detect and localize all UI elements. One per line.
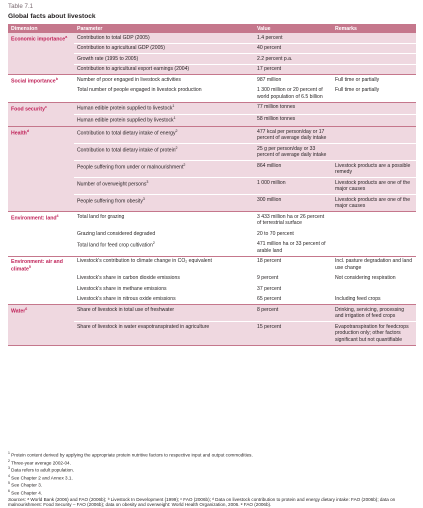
- parameter-cell: [74, 33, 254, 43]
- parameter-text: People suffering from obesity: [77, 198, 143, 204]
- parameter-cell: [74, 322, 254, 345]
- parameter-cell: [74, 178, 254, 194]
- section-row-group: [8, 33, 416, 74]
- parameter-cell: [74, 295, 254, 305]
- value-cell: 65 percent: [254, 295, 332, 305]
- table-row: [74, 43, 416, 54]
- parameter-note-marker: 2: [176, 146, 178, 150]
- remarks-cell: Livestock products are one of the major causes: [332, 178, 416, 194]
- parameter-note-marker: 3: [146, 180, 148, 184]
- table-row: [74, 321, 416, 345]
- dimension-note-marker: a: [65, 35, 67, 39]
- remarks-cell: [332, 212, 416, 228]
- footnote: [8, 451, 416, 459]
- parameter-cell: [74, 229, 254, 239]
- value-cell: 25 g per person/day or 33 percent of average daily intake: [254, 144, 332, 160]
- parameter-cell: [74, 195, 254, 211]
- section-row-group: [8, 305, 416, 345]
- section-divider: [8, 345, 416, 346]
- dimension-note-marker: 5: [29, 265, 31, 269]
- remarks-cell: Including feed crops: [332, 295, 416, 305]
- parameter-cell: [74, 284, 254, 294]
- parameter-text: Total number of people engaged in livestock production: [77, 87, 202, 93]
- parameter-text: Human edible protein supplied by livestock: [77, 118, 174, 124]
- parameter-cell: [74, 305, 254, 321]
- value-cell: 18 percent: [254, 257, 332, 273]
- dimension-label: Economic importance: [11, 37, 65, 43]
- parameter-text: Grazing land considered degraded: [77, 231, 155, 237]
- dimension-cell: [8, 127, 74, 211]
- value-cell: 300 million: [254, 195, 332, 211]
- parameter-text: Contribution to total GDP (2005): [77, 35, 150, 41]
- parameter-text: Share of livestock in water evapotranspirated in agriculture: [77, 324, 209, 330]
- value-cell: 471 million ha or 33 percent of arable land: [254, 240, 332, 256]
- remarks-cell: [332, 65, 416, 75]
- dimension-cell: [8, 212, 74, 256]
- parameter-cell: [74, 75, 254, 85]
- footnote-number: 2: [8, 459, 10, 463]
- dimension-note-marker: d: [27, 129, 29, 133]
- parameter-cell: [74, 240, 254, 256]
- dimension-cell: [8, 103, 74, 126]
- livestock-facts-table: [8, 24, 416, 346]
- table-row: [74, 143, 416, 160]
- section-row-group: [8, 103, 416, 126]
- value-cell: 77 million tonnes: [254, 103, 332, 114]
- table-row: [74, 114, 416, 126]
- value-cell: 1 000 million: [254, 178, 332, 194]
- parameter-text: Livestock's share in nitrous oxide emissions: [77, 296, 176, 302]
- parameter-cell: [74, 257, 254, 273]
- parameter-text: Share of livestock in total use of freshwater: [77, 307, 174, 313]
- remarks-cell: [332, 54, 416, 64]
- value-cell: 1 300 million or 20 percent of world population of 6.5 billion: [254, 86, 332, 102]
- table-row: [74, 103, 416, 114]
- parameter-rows: [74, 103, 416, 126]
- value-cell: 987 million: [254, 75, 332, 85]
- parameter-text: Livestock's contribution to climate change in CO₂ equivalent: [77, 258, 212, 264]
- footnote: [8, 481, 416, 489]
- footnote-text: Three-year average 2002-04.: [11, 460, 71, 465]
- section-row-group: [8, 257, 416, 305]
- dimension-note-marker: 4: [57, 214, 59, 218]
- parameter-text: Human edible protein supplied to livestock: [77, 106, 172, 112]
- section-row-group: [8, 75, 416, 102]
- parameter-text: Number of poor engaged in livestock activities: [77, 77, 181, 83]
- footnote: [8, 459, 416, 467]
- parameter-text: Contribution to total dietary intake of protein: [77, 147, 176, 153]
- header-dimension: Dimension: [8, 26, 74, 32]
- parameter-cell: [74, 161, 254, 177]
- footnote: [8, 474, 416, 482]
- parameter-cell: [74, 54, 254, 64]
- table-row: [74, 127, 416, 143]
- parameter-cell: [74, 212, 254, 228]
- footnote: [8, 466, 416, 474]
- parameter-cell: [74, 86, 254, 102]
- header-parameter: Parameter: [74, 26, 254, 32]
- parameter-note-marker: 1: [174, 116, 176, 120]
- dimension-cell: [8, 33, 74, 74]
- table-row: [74, 257, 416, 273]
- table-row: [74, 75, 416, 85]
- table-notes: [8, 451, 416, 508]
- table-row: [74, 294, 416, 305]
- parameter-cell: [74, 274, 254, 284]
- table-row: [74, 212, 416, 228]
- remarks-cell: [332, 115, 416, 126]
- remarks-cell: [332, 103, 416, 114]
- dimension-cell: [8, 257, 74, 305]
- table-row: [74, 160, 416, 177]
- table-row: [74, 33, 416, 43]
- parameter-text: Number of overweight persons: [77, 181, 146, 187]
- dimension-cell: [8, 305, 74, 345]
- remarks-cell: [332, 229, 416, 239]
- remarks-cell: [332, 144, 416, 160]
- remarks-cell: [332, 240, 416, 256]
- section-row-group: [8, 127, 416, 211]
- value-cell: 40 percent: [254, 44, 332, 54]
- footnote-list: [8, 451, 416, 496]
- table-row: [74, 64, 416, 75]
- parameter-rows: [74, 257, 416, 305]
- parameter-rows: [74, 305, 416, 345]
- parameter-text: Contribution to total dietary intake of energy: [77, 130, 176, 136]
- parameter-text: Contribution to agricultural GDP (2005): [77, 45, 165, 51]
- parameter-cell: [74, 127, 254, 143]
- dimension-label: Environment: land: [11, 216, 57, 222]
- parameter-cell: [74, 44, 254, 54]
- remarks-cell: [332, 127, 416, 143]
- dimension-note-marker: b: [56, 77, 58, 81]
- footnote-number: 3: [8, 466, 10, 470]
- value-cell: 3 433 million ha or 26 percent of terrestrial surface: [254, 212, 332, 228]
- value-cell: 20 to 70 percent: [254, 229, 332, 239]
- table-number: Table 7.1: [8, 3, 33, 10]
- sources-text: ᵃ World Bank (2006) and FAO (2006b); ᵇ Livestock In Development (1999); ᶜ FAO (2006b); ᵈ Data on livestock contribution to protein and energy dietary intake: FAO (2006b); data on malnourishment: Food Security – FAO (2006b); data on obesity and overweight: World Health Organization, 2006. ᵉ FAO (2006b).: [8, 497, 395, 508]
- remarks-cell: [332, 284, 416, 294]
- footnote-number: 1: [8, 451, 10, 455]
- footnote-text: See Chapter 4.: [11, 490, 42, 495]
- value-cell: 477 kcal per person/day or 17 percent of average daily intake: [254, 127, 332, 143]
- header-value: Value: [254, 26, 332, 32]
- dimension-label: Water: [11, 309, 25, 315]
- value-cell: 9 percent: [254, 274, 332, 284]
- table-title: Global facts about livestock: [8, 13, 96, 20]
- parameter-cell: [74, 115, 254, 126]
- parameter-text: Growth rate (1995 to 2005): [77, 56, 138, 62]
- parameter-text: Total land for feed crop cultivation: [77, 243, 153, 249]
- parameter-rows: [74, 127, 416, 211]
- parameter-text: Total land for grazing: [77, 214, 124, 220]
- footnote: [8, 489, 416, 497]
- parameter-rows: [74, 33, 416, 74]
- footnote-text: See Chapter 2 and Annex 3.1.: [11, 475, 73, 480]
- footnote-number: 6: [8, 489, 10, 493]
- table-row: [74, 273, 416, 284]
- table-row: [74, 283, 416, 294]
- value-cell: 58 million tonnes: [254, 115, 332, 126]
- parameter-note-marker: 2: [183, 163, 185, 167]
- table-row: [74, 228, 416, 239]
- sources-line: [8, 497, 416, 508]
- table-row: [74, 85, 416, 102]
- dimension-label: Food security: [11, 106, 45, 112]
- parameter-cell: [74, 103, 254, 114]
- value-cell: 2.2 percent p.a.: [254, 54, 332, 64]
- dimension-label: Health: [11, 131, 27, 137]
- parameter-text: Livestock's share in methane emissions: [77, 286, 167, 292]
- section-row-group: [8, 212, 416, 256]
- table-row: [74, 194, 416, 211]
- remarks-cell: Not considering respiration: [332, 274, 416, 284]
- footnote-text: See Chapter 3.: [11, 483, 42, 488]
- dimension-note-marker: c: [45, 105, 47, 109]
- parameter-note-marker: 2: [153, 241, 155, 245]
- parameter-text: People suffering from under or malnourishment: [77, 164, 183, 170]
- parameter-note-marker: 2: [176, 129, 178, 133]
- parameter-note-marker: 3: [143, 197, 145, 201]
- dimension-label: Social importance: [11, 79, 56, 85]
- value-cell: 1.4 percent: [254, 33, 332, 43]
- dimension-note-marker: 6: [25, 307, 27, 311]
- table-body: [8, 33, 416, 346]
- table-row: [74, 239, 416, 256]
- sources-label: Sources:: [8, 497, 26, 502]
- remarks-cell: Full time or partially: [332, 86, 416, 102]
- parameter-cell: [74, 144, 254, 160]
- remarks-cell: Drinking, servicing, processing and irrigation of feed crops: [332, 305, 416, 321]
- header-remarks: Remarks: [332, 26, 416, 32]
- table-header: [8, 24, 416, 33]
- table-row: [74, 305, 416, 321]
- parameter-note-marker: 1: [172, 104, 174, 108]
- value-cell: 8 percent: [254, 305, 332, 321]
- value-cell: 15 percent: [254, 322, 332, 345]
- parameter-cell: [74, 65, 254, 75]
- parameter-rows: [74, 75, 416, 102]
- remarks-cell: Full time or partially: [332, 75, 416, 85]
- parameter-rows: [74, 212, 416, 256]
- value-cell: 17 percent: [254, 65, 332, 75]
- remarks-cell: Evapotranspiration for feedcrops production only; other factors significant but not quantifiable: [332, 322, 416, 345]
- table-row: [74, 177, 416, 194]
- parameter-text: Livestock's share in carbon dioxide emissions: [77, 275, 180, 281]
- remarks-cell: Incl. pasture degradation and land use change: [332, 257, 416, 273]
- table-row: [74, 53, 416, 64]
- footnote-text: Data refers to adult population.: [11, 468, 74, 473]
- dimension-cell: [8, 75, 74, 102]
- value-cell: 37 percent: [254, 284, 332, 294]
- footnote-number: 5: [8, 481, 10, 485]
- footnote-text: Protein content derived by applying the appropriate protein nutritive factors to respective input and output commodities.: [11, 453, 253, 458]
- remarks-cell: [332, 33, 416, 43]
- remarks-cell: Livestock products are a possible remedy: [332, 161, 416, 177]
- dimension-label: Environment: air and climate: [11, 259, 63, 273]
- footnote-number: 4: [8, 474, 10, 478]
- remarks-cell: Livestock products are one of the major causes: [332, 195, 416, 211]
- value-cell: 864 million: [254, 161, 332, 177]
- parameter-text: Contribution to agricultural export earnings (2004): [77, 66, 189, 72]
- remarks-cell: [332, 44, 416, 54]
